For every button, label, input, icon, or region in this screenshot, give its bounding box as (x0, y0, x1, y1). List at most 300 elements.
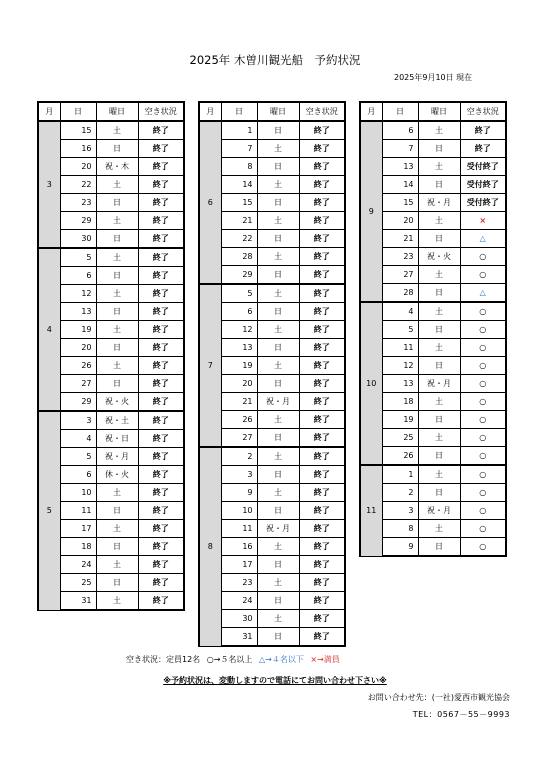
weekday-cell: 土 (418, 429, 460, 447)
table-row (38, 339, 184, 357)
day-cell: 30 (60, 230, 96, 249)
status-cell: 終了 (299, 502, 345, 520)
status-cell: 終了 (299, 194, 345, 212)
weekday-cell: 日 (257, 502, 299, 520)
weekday-cell: 日 (257, 194, 299, 212)
weekday-cell: 土 (257, 447, 299, 466)
table-row (199, 357, 345, 375)
day-cell: 26 (382, 447, 418, 466)
weekday-cell: 日 (418, 538, 460, 557)
table-row (38, 393, 184, 412)
day-cell: 17 (221, 556, 257, 574)
status-cell: 終了 (299, 321, 345, 339)
day-cell: 4 (382, 302, 418, 321)
day-cell: 5 (60, 248, 96, 267)
legend-full: ×→満員 (310, 655, 340, 664)
status-cell: ○ (460, 248, 506, 266)
table-row (38, 248, 184, 267)
table-row (360, 284, 506, 303)
day-cell: 8 (382, 520, 418, 538)
day-cell: 13 (382, 158, 418, 176)
table-row (38, 556, 184, 574)
day-cell: 28 (221, 248, 257, 266)
table-row (199, 610, 345, 628)
table-row (38, 502, 184, 520)
day-header: 日 (221, 102, 257, 121)
day-cell: 19 (382, 411, 418, 429)
status-header: 空き状況 (138, 102, 184, 121)
status-cell: 終了 (299, 212, 345, 230)
day-cell: 19 (60, 321, 96, 339)
day-cell: 13 (382, 375, 418, 393)
table-row (199, 212, 345, 230)
table-row (360, 520, 506, 538)
weekday-cell: 祝・月 (96, 448, 138, 466)
table-row (360, 121, 506, 140)
table-row (199, 121, 345, 140)
status-cell: ○ (460, 339, 506, 357)
table-row (360, 502, 506, 520)
weekday-cell: 土 (96, 357, 138, 375)
table-row (199, 556, 345, 574)
status-cell: ○ (460, 447, 506, 466)
day-header: 日 (382, 102, 418, 121)
weekday-cell: 土 (96, 556, 138, 574)
day-cell: 25 (60, 574, 96, 592)
table-row (38, 484, 184, 502)
table-row (360, 176, 506, 194)
legend-label: 空き状況：定員12名 (126, 655, 201, 664)
table-row (38, 466, 184, 484)
weekday-cell: 日 (96, 194, 138, 212)
status-header: 空き状況 (460, 102, 506, 121)
status-cell: 終了 (299, 411, 345, 429)
status-cell: ○ (460, 465, 506, 484)
day-cell: 14 (382, 176, 418, 194)
weekday-cell: 日 (96, 574, 138, 592)
table-row (199, 321, 345, 339)
table-row (199, 411, 345, 429)
weekday-cell: 日 (96, 140, 138, 158)
contact-info: お問い合わせ先：(一社)愛西市観光協会 (367, 693, 510, 702)
status-cell: 受付終了 (460, 194, 506, 212)
weekday-cell: 日 (257, 429, 299, 448)
day-cell: 21 (221, 212, 257, 230)
weekday-cell: 日 (418, 284, 460, 303)
status-cell: 終了 (138, 448, 184, 466)
month-cell: 8 (199, 447, 221, 646)
day-cell: 15 (221, 194, 257, 212)
weekday-cell: 祝・日 (96, 430, 138, 448)
status-cell: 終了 (138, 176, 184, 194)
status-cell: 終了 (299, 375, 345, 393)
table-row (38, 430, 184, 448)
status-cell: 終了 (299, 574, 345, 592)
status-cell: △ (460, 230, 506, 248)
day-cell: 22 (60, 176, 96, 194)
weekday-cell: 休・火 (96, 466, 138, 484)
table-row (199, 339, 345, 357)
table-row (199, 484, 345, 502)
table-row (199, 538, 345, 556)
day-cell: 18 (60, 538, 96, 556)
day-cell: 3 (221, 466, 257, 484)
status-cell: 終了 (299, 520, 345, 538)
day-cell: 28 (382, 284, 418, 303)
status-cell: 終了 (138, 538, 184, 556)
weekday-cell: 土 (257, 357, 299, 375)
table-row (199, 574, 345, 592)
day-cell: 5 (60, 448, 96, 466)
table-row (199, 303, 345, 321)
day-cell: 6 (60, 466, 96, 484)
day-cell: 25 (382, 429, 418, 447)
weekday-cell: 祝・火 (418, 248, 460, 266)
day-cell: 4 (60, 430, 96, 448)
status-cell: 終了 (299, 429, 345, 448)
weekday-cell: 祝・月 (418, 375, 460, 393)
weekday-cell: 祝・土 (96, 411, 138, 430)
day-cell: 16 (221, 538, 257, 556)
status-cell: 終了 (138, 212, 184, 230)
month-header: 月 (38, 102, 60, 121)
weekday-cell: 祝・木 (96, 158, 138, 176)
schedule-table (37, 101, 185, 611)
day-cell: 12 (221, 321, 257, 339)
weekday-cell: 日 (257, 592, 299, 610)
table-row (199, 194, 345, 212)
weekday-cell: 日 (96, 375, 138, 393)
table-row (199, 140, 345, 158)
day-cell: 26 (221, 411, 257, 429)
month-cell: 7 (199, 284, 221, 447)
status-cell: 終了 (460, 121, 506, 140)
table-row (38, 230, 184, 249)
weekday-header: 曜日 (257, 102, 299, 121)
status-cell: 終了 (138, 303, 184, 321)
table-row (38, 140, 184, 158)
status-cell: 終了 (299, 140, 345, 158)
weekday-cell: 土 (257, 284, 299, 303)
table-row (199, 466, 345, 484)
weekday-cell: 祝・月 (257, 520, 299, 538)
table-row (199, 230, 345, 248)
as-of-date: 2025年9月10日 現在 (394, 73, 473, 82)
table-row (360, 321, 506, 339)
weekday-cell: 土 (96, 248, 138, 267)
status-cell: 終了 (299, 230, 345, 248)
weekday-cell: 日 (257, 628, 299, 647)
status-cell: 終了 (138, 430, 184, 448)
status-cell: 終了 (138, 484, 184, 502)
status-cell: ○ (460, 520, 506, 538)
day-cell: 12 (382, 357, 418, 375)
day-cell: 22 (221, 230, 257, 248)
status-cell: 終了 (299, 158, 345, 176)
table-row (38, 212, 184, 230)
status-cell: 終了 (138, 121, 184, 140)
weekday-cell: 土 (257, 212, 299, 230)
day-cell: 8 (221, 158, 257, 176)
weekday-cell: 土 (418, 302, 460, 321)
weekday-cell: 日 (418, 140, 460, 158)
day-cell: 11 (221, 520, 257, 538)
status-cell: 終了 (138, 411, 184, 430)
status-cell: 終了 (299, 357, 345, 375)
day-cell: 19 (221, 357, 257, 375)
day-cell: 2 (221, 447, 257, 466)
table-row (360, 411, 506, 429)
table-row (38, 176, 184, 194)
weekday-cell: 日 (418, 484, 460, 502)
status-cell: △ (460, 284, 506, 303)
day-cell: 27 (60, 375, 96, 393)
weekday-cell: 土 (418, 266, 460, 284)
table-row (199, 284, 345, 303)
day-cell: 9 (382, 538, 418, 557)
day-cell: 3 (60, 411, 96, 430)
table-row (38, 538, 184, 556)
weekday-cell: 日 (96, 538, 138, 556)
weekday-cell: 日 (257, 230, 299, 248)
weekday-cell: 日 (257, 339, 299, 357)
status-header: 空き状況 (299, 102, 345, 121)
status-cell: 受付終了 (460, 158, 506, 176)
status-cell: 終了 (299, 447, 345, 466)
day-cell: 20 (60, 158, 96, 176)
day-cell: 20 (382, 212, 418, 230)
day-cell: 20 (221, 375, 257, 393)
table-row (360, 538, 506, 557)
table-row (199, 447, 345, 466)
status-cell: 終了 (138, 248, 184, 267)
weekday-cell: 土 (257, 411, 299, 429)
day-cell: 24 (221, 592, 257, 610)
weekday-cell: 日 (257, 266, 299, 285)
page-title: 2025年 木曽川観光船 予約状況 (189, 53, 361, 67)
weekday-cell: 日 (257, 556, 299, 574)
legend (126, 654, 344, 665)
table-row (199, 592, 345, 610)
table-row (199, 520, 345, 538)
weekday-cell: 土 (257, 248, 299, 266)
status-cell: 終了 (299, 176, 345, 194)
status-cell: 終了 (138, 574, 184, 592)
day-cell: 7 (382, 140, 418, 158)
table-row (360, 357, 506, 375)
table-row (360, 429, 506, 447)
day-cell: 29 (221, 266, 257, 285)
weekday-cell: 土 (96, 592, 138, 611)
weekday-cell: 土 (96, 176, 138, 194)
day-cell: 23 (60, 194, 96, 212)
weekday-cell: 土 (257, 484, 299, 502)
table-row (360, 447, 506, 466)
table-row (38, 574, 184, 592)
day-cell: 11 (382, 339, 418, 357)
status-cell: 終了 (299, 248, 345, 266)
day-cell: 31 (60, 592, 96, 611)
weekday-cell: 土 (418, 393, 460, 411)
table-row (38, 375, 184, 393)
status-cell: 終了 (138, 375, 184, 393)
weekday-cell: 日 (257, 121, 299, 140)
day-cell: 1 (382, 465, 418, 484)
month-cell: 10 (360, 302, 382, 465)
table-row (199, 502, 345, 520)
status-cell: 終了 (138, 520, 184, 538)
day-cell: 23 (382, 248, 418, 266)
legend-available: ○→５名以上 (206, 655, 253, 664)
day-cell: 24 (60, 556, 96, 574)
weekday-cell: 土 (257, 176, 299, 194)
status-cell: ○ (460, 411, 506, 429)
weekday-cell: 祝・月 (418, 502, 460, 520)
weekday-cell: 土 (257, 140, 299, 158)
table-row (360, 375, 506, 393)
weekday-cell: 日 (257, 375, 299, 393)
day-cell: 14 (221, 176, 257, 194)
legend-few: △→４名以下 (258, 655, 304, 664)
month-cell: 5 (38, 411, 60, 610)
contact-tel: TEL：0567－55－9993 (412, 710, 510, 719)
day-cell: 31 (221, 628, 257, 647)
day-cell: 13 (221, 339, 257, 357)
weekday-cell: 土 (96, 520, 138, 538)
weekday-header: 曜日 (418, 102, 460, 121)
status-cell: ○ (460, 375, 506, 393)
weekday-cell: 日 (96, 339, 138, 357)
weekday-cell: 日 (257, 158, 299, 176)
day-cell: 9 (221, 484, 257, 502)
table-row (38, 448, 184, 466)
day-cell: 26 (60, 357, 96, 375)
month-cell: 11 (360, 465, 382, 556)
weekday-cell: 日 (418, 230, 460, 248)
weekday-cell: 土 (257, 574, 299, 592)
status-cell: 終了 (299, 466, 345, 484)
status-cell: 終了 (138, 466, 184, 484)
status-cell: 終了 (299, 592, 345, 610)
status-cell: 終了 (138, 321, 184, 339)
weekday-cell: 土 (96, 321, 138, 339)
day-cell: 13 (60, 303, 96, 321)
status-cell: 受付終了 (460, 176, 506, 194)
day-cell: 7 (221, 140, 257, 158)
table-row (199, 628, 345, 647)
weekday-cell: 土 (418, 121, 460, 140)
table-row (360, 194, 506, 212)
table-row (360, 248, 506, 266)
day-cell: 1 (221, 121, 257, 140)
day-cell: 20 (60, 339, 96, 357)
weekday-cell: 土 (418, 520, 460, 538)
status-cell: 終了 (460, 140, 506, 158)
schedule-table (359, 101, 507, 557)
day-header: 日 (60, 102, 96, 121)
table-row (360, 393, 506, 411)
month-cell: 9 (360, 121, 382, 302)
schedule-table (198, 101, 346, 647)
table-row (360, 158, 506, 176)
table-row (38, 121, 184, 140)
status-cell: 終了 (138, 194, 184, 212)
month-cell: 6 (199, 121, 221, 284)
status-cell: 終了 (299, 303, 345, 321)
status-cell: ○ (460, 302, 506, 321)
weekday-cell: 祝・月 (257, 393, 299, 411)
table-row (38, 592, 184, 611)
status-cell: ○ (460, 429, 506, 447)
status-cell: 終了 (299, 556, 345, 574)
table-row (38, 285, 184, 303)
weekday-cell: 土 (257, 610, 299, 628)
weekday-cell: 日 (418, 357, 460, 375)
weekday-cell: 祝・月 (418, 194, 460, 212)
table-row (360, 339, 506, 357)
status-cell: 終了 (299, 393, 345, 411)
status-cell: ○ (460, 484, 506, 502)
status-cell: 終了 (138, 592, 184, 611)
weekday-cell: 日 (96, 230, 138, 249)
weekday-cell: 土 (418, 465, 460, 484)
table-row (38, 411, 184, 430)
table-row (38, 267, 184, 285)
month-cell: 3 (38, 121, 60, 248)
status-cell: ○ (460, 321, 506, 339)
day-cell: 12 (60, 285, 96, 303)
status-cell: 終了 (138, 230, 184, 249)
day-cell: 6 (382, 121, 418, 140)
status-cell: ○ (460, 393, 506, 411)
table-row (360, 140, 506, 158)
day-cell: 21 (221, 393, 257, 411)
table-row (38, 303, 184, 321)
day-cell: 10 (221, 502, 257, 520)
table-row (199, 176, 345, 194)
weekday-cell: 土 (96, 285, 138, 303)
status-cell: 終了 (138, 339, 184, 357)
day-cell: 6 (60, 267, 96, 285)
table-row (38, 520, 184, 538)
table-row (360, 302, 506, 321)
status-cell: ○ (460, 266, 506, 284)
table-row (38, 321, 184, 339)
status-cell: ○ (460, 502, 506, 520)
status-cell: 終了 (299, 266, 345, 285)
day-cell: 29 (60, 212, 96, 230)
weekday-cell: 土 (96, 121, 138, 140)
weekday-cell: 土 (96, 484, 138, 502)
weekday-header: 曜日 (96, 102, 138, 121)
status-cell: 終了 (138, 158, 184, 176)
weekday-cell: 土 (418, 212, 460, 230)
table-row (360, 484, 506, 502)
weekday-cell: 祝・火 (96, 393, 138, 412)
weekday-cell: 土 (257, 321, 299, 339)
table-row (199, 393, 345, 411)
table-row (360, 212, 506, 230)
day-cell: 5 (382, 321, 418, 339)
day-cell: 5 (221, 284, 257, 303)
weekday-cell: 土 (257, 538, 299, 556)
status-cell: 終了 (299, 610, 345, 628)
table-row (199, 375, 345, 393)
weekday-cell: 日 (96, 502, 138, 520)
weekday-cell: 日 (257, 303, 299, 321)
day-cell: 23 (221, 574, 257, 592)
status-cell: 終了 (138, 285, 184, 303)
